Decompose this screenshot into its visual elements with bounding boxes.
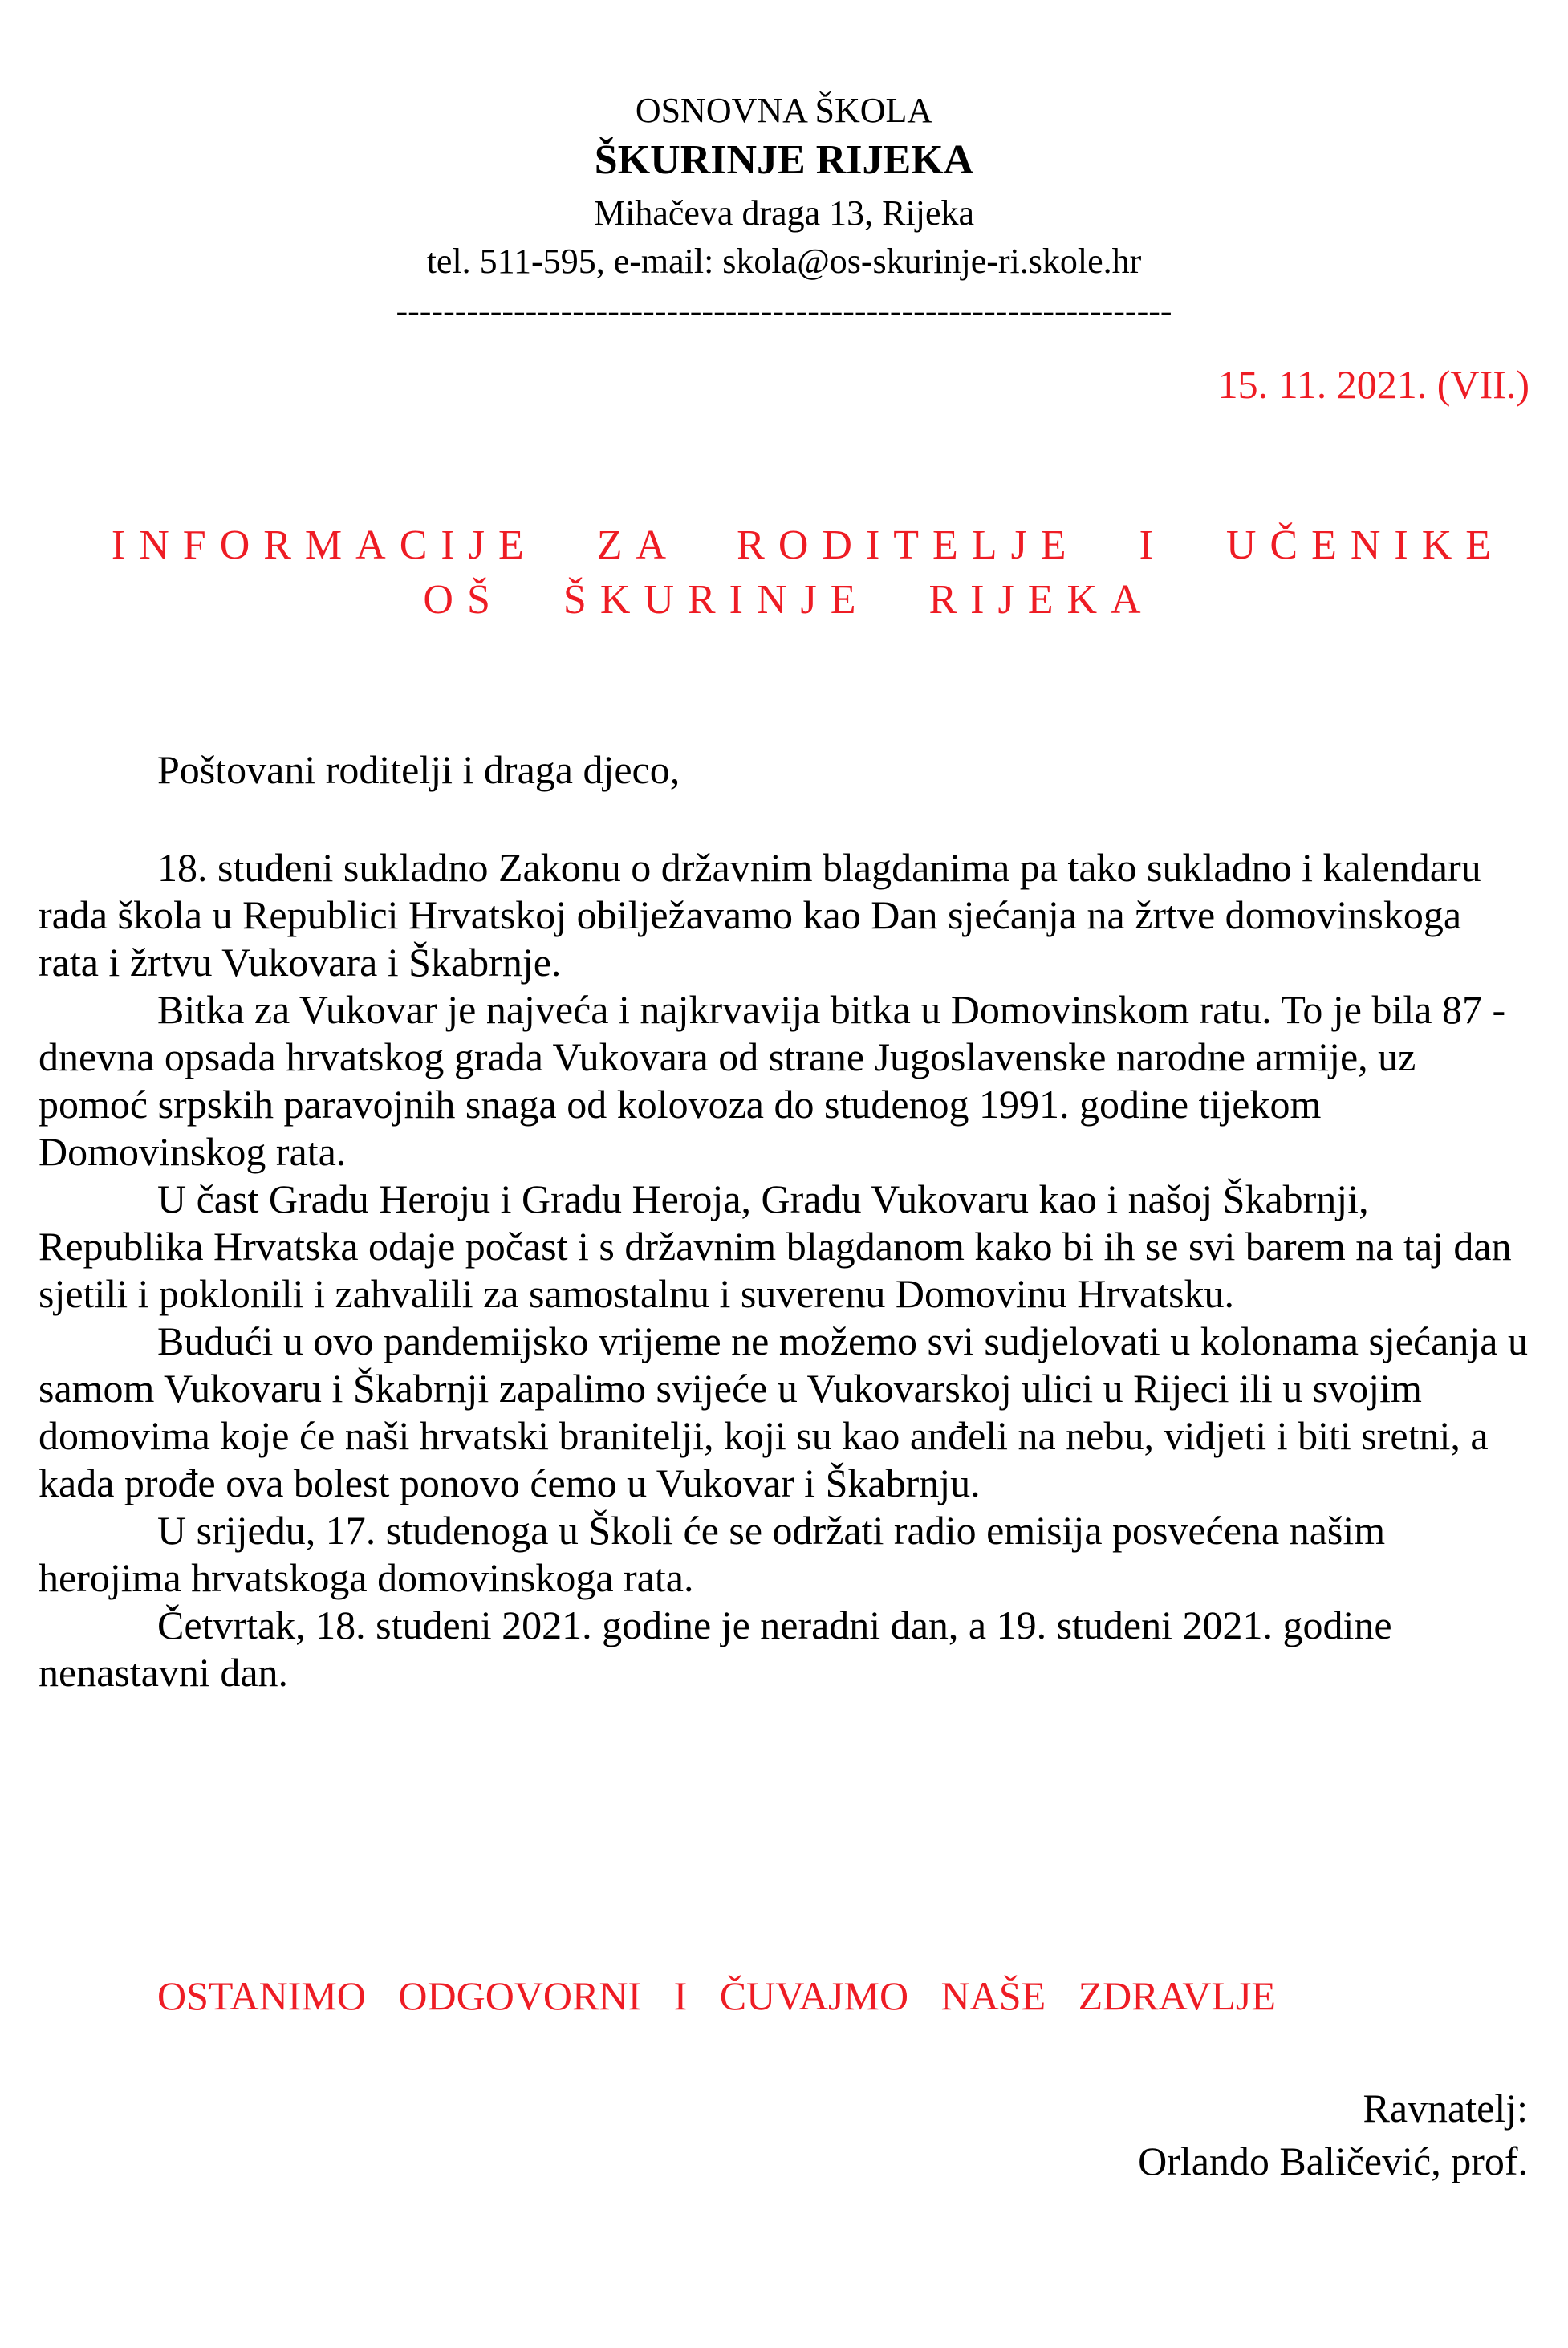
greeting: Poštovani roditelji i draga djeco, <box>157 747 680 792</box>
document-title-line-2: OŠ ŠKURINJE RIJEKA <box>423 577 1155 623</box>
paragraph: 18. studeni sukladno Zakonu o državnim blagdanima pa tako sukladno i kalendaru rada škola u Republici Hrvatskoj obilježavamo kao Dan sjećanja na žrtve domovinskoga rata i žrtvu Vukovara i Škabrnje. <box>39 845 1481 985</box>
paragraph: U srijedu, 17. studenoga u Školi će se održati radio emisija posvećena našim herojima hrvatskoga domovinskoga rata. <box>39 1508 1386 1600</box>
paragraph: Bitka za Vukovar je najveća i najkrvavija bitka u Domovinskom ratu. To je bila 87 - dnevna opsada hrvatskog grada Vukovara od strane Jugoslavenske narodne armije, uz pomoć srpskih paravojnih snaga od kolovoza do studenog 1991. godine tijekom Domovinskog rata. <box>39 987 1506 1174</box>
school-contact: tel. 511-595, e-mail: skola@os-skurinje-ri.skole.hr <box>426 242 1142 281</box>
body-text <box>39 844 1529 1696</box>
school-address: Mihačeva draga 13, Rijeka <box>593 193 975 233</box>
paragraph: Četvrtak, 18. studeni 2021. godine je neradni dan, a 19. studeni 2021. godine nenastavni dan. <box>39 1603 1392 1695</box>
paragraph: Budući u ovo pandemijsko vrijeme ne možemo svi sudjelovati u kolonama sjećanja u samom Vukovaru i Škabrnji zapalimo svijeće u Vukovarskoj ulici u Rijeci ili u svojim domovima koje će naši hrvatski branitelji, koji su kao anđeli na nebu, vidjeti i biti sretni, a kada prođe ova bolest ponovo ćemo u Vukovar i Škabrnju. <box>39 1318 1528 1505</box>
document-title-line-1: INFORMACIJE ZA RODITELJE I UČENIKE <box>111 522 1505 568</box>
signature-role: Ravnatelj: <box>1363 2086 1528 2131</box>
document-date: 15. 11. 2021. (VII.) <box>1217 362 1529 407</box>
signature-name: Orlando Baličević, prof. <box>1138 2139 1528 2183</box>
paragraph: U čast Gradu Heroju i Gradu Heroja, Gradu Vukovaru kao i našoj Škabrnji, Republika Hrvatska odaje počast i s državnim blagdanom kako bi ih se svi barem na taj dan sjetili i poklonili i zahvalili za samostalnu i suverenu Domovinu Hrvatsku. <box>39 1176 1512 1316</box>
school-name: ŠKURINJE RIJEKA <box>594 137 974 183</box>
school-type: OSNOVNA ŠKOLA <box>635 91 933 130</box>
closing-slogan: OSTANIMO ODGOVORNI I ČUVAJMO NAŠE ZDRAVLJE <box>157 1973 1276 2018</box>
header-divider: ------------------------------------------------------------------ <box>396 291 1172 331</box>
